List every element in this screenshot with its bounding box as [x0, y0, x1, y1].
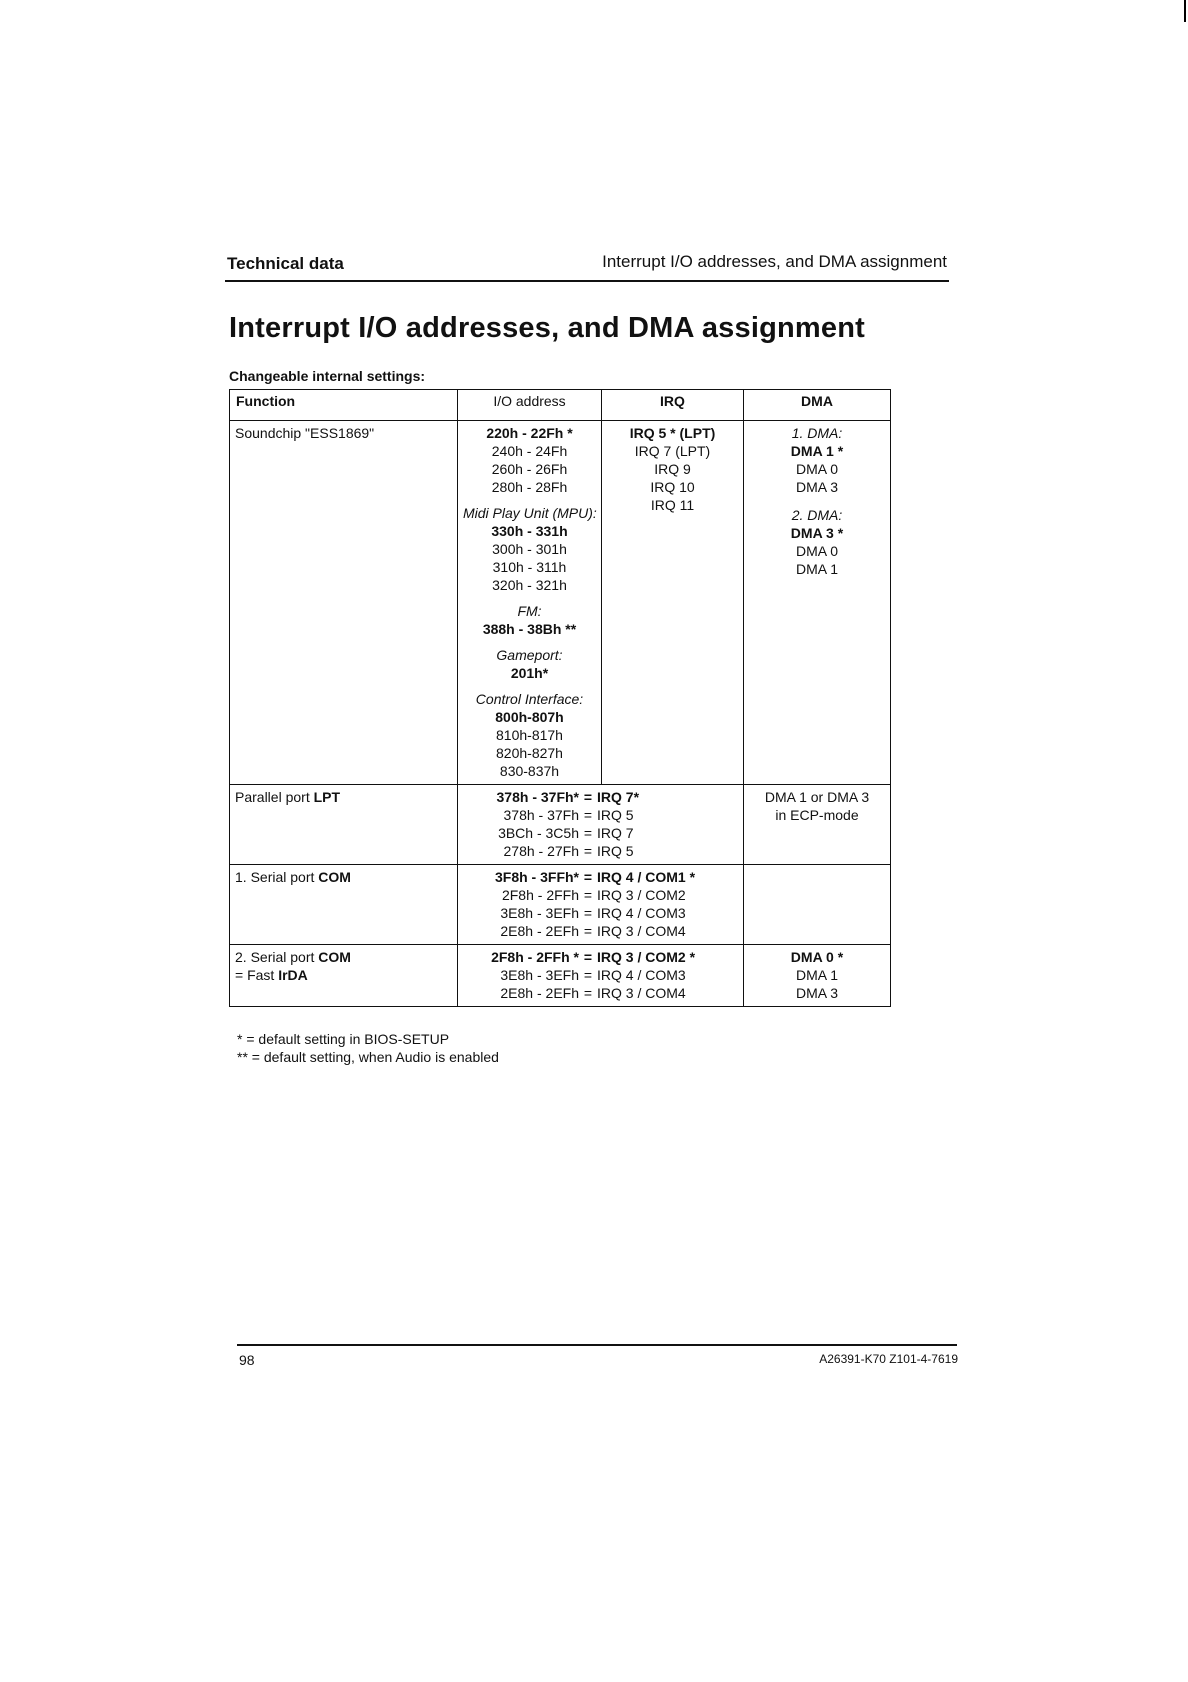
group-label: Midi Play Unit (MPU): — [463, 505, 597, 521]
dma-value: DMA 0 — [795, 543, 838, 559]
function-label: Parallel port — [235, 789, 314, 805]
io-irq-pair — [463, 788, 738, 806]
io-address-value: 260h - 26Fh — [491, 461, 568, 477]
dma-value: DMA 0 — [795, 461, 838, 477]
equals-sign: = — [583, 967, 593, 983]
io-irq-pair — [463, 842, 738, 860]
irq-value: IRQ 7 (LPT) — [634, 443, 711, 459]
io-address-value: 3BCh - 3C5h — [498, 825, 579, 841]
function-label: 2. Serial port — [235, 949, 319, 965]
irq-value: IRQ 3 / COM4 — [597, 923, 686, 939]
io-irq-pair — [463, 904, 738, 922]
cell-io-soundchip — [458, 421, 602, 785]
footnote-default-bios: * = default setting in BIOS-SETUP — [237, 1031, 450, 1047]
equals-sign: = — [583, 905, 593, 921]
dma-value: DMA 1 — [795, 967, 838, 983]
dma-value: DMA 3 * — [790, 525, 844, 541]
row-serial-com2-irda — [230, 945, 891, 1007]
row-soundchip — [230, 421, 891, 785]
cell-function-soundchip — [230, 421, 458, 785]
equals-sign: = — [583, 807, 593, 823]
row-parallel-lpt — [230, 785, 891, 865]
header-dma: DMA — [744, 390, 891, 421]
io-address-value: 2F8h - 2FFh * — [491, 949, 579, 965]
io-address-value: 320h - 321h — [492, 577, 567, 593]
value-group — [463, 504, 596, 594]
document-code: A26391-K70 Z101-4-7619 — [819, 1352, 958, 1366]
io-irq-pair — [463, 824, 738, 842]
equals-sign: = — [583, 949, 593, 965]
cell-irq-soundchip — [602, 421, 744, 785]
equals-sign: = — [583, 789, 593, 805]
dma-value: DMA 0 * — [790, 949, 844, 965]
irq-value: IRQ 5 * (LPT) — [629, 425, 716, 441]
io-address-value: 388h - 38Bh ** — [482, 621, 577, 637]
io-address-value: 2E8h - 2EFh — [500, 985, 579, 1001]
group-label: 1. DMA: — [791, 425, 843, 441]
function-label-bold: COM — [318, 869, 351, 885]
irq-value: IRQ 3 / COM2 * — [597, 949, 696, 965]
footnote-default-audio: ** = default setting, when Audio is enabled — [237, 1049, 499, 1065]
function-label-bold: COM — [318, 949, 351, 965]
irq-value: IRQ 11 — [650, 497, 695, 513]
io-irq-pair — [463, 806, 738, 824]
io-address-value: 820h-827h — [496, 745, 563, 761]
io-irq-pair — [463, 868, 738, 886]
value-group — [463, 424, 596, 496]
group-label: FM: — [517, 603, 542, 619]
cell-function-com1 — [230, 865, 458, 945]
group-label: Gameport: — [496, 647, 563, 663]
io-address-value: 310h - 311h — [492, 559, 567, 575]
io-address-value: 378h - 37Fh — [503, 807, 579, 823]
resource-table — [229, 389, 891, 1007]
cell-io-irq-com1 — [458, 865, 744, 945]
group-label: Control Interface: — [475, 691, 584, 707]
table-caption: Changeable internal settings: — [229, 368, 426, 384]
irq-value: IRQ 7* — [597, 789, 640, 805]
cell-io-irq-com2 — [458, 945, 744, 1007]
function-label: Soundchip "ESS1869" — [235, 425, 375, 441]
equals-sign: = — [583, 923, 593, 939]
io-address-value: 3E8h - 3EFh — [500, 967, 579, 983]
header-running-title: Interrupt I/O addresses, and DMA assignment — [602, 252, 947, 271]
irq-value: IRQ 5 — [597, 807, 634, 823]
dma-value: DMA 1 or DMA 3 — [764, 789, 870, 805]
cell-dma-lpt — [744, 785, 891, 865]
page-number: 98 — [239, 1352, 255, 1368]
irq-value: IRQ 5 — [597, 843, 634, 859]
io-address-value: 800h-807h — [495, 709, 564, 725]
cell-function-com2 — [230, 945, 458, 1007]
cell-dma-com2 — [744, 945, 891, 1007]
table-header-row — [230, 390, 891, 421]
io-address-value: 2E8h - 2EFh — [500, 923, 579, 939]
io-address-value: 300h - 301h — [492, 541, 567, 557]
dma-value: DMA 1 — [795, 561, 838, 577]
running-header — [225, 250, 949, 282]
dma-value: DMA 3 — [795, 479, 838, 495]
function-label-2: = Fast — [235, 967, 279, 983]
row-serial-com1 — [230, 865, 891, 945]
io-irq-pair — [463, 984, 738, 1002]
footer-rule — [237, 1344, 957, 1346]
dma-value: in ECP-mode — [775, 807, 859, 823]
header-function: Function — [230, 390, 458, 421]
io-irq-pair — [463, 966, 738, 984]
value-group — [749, 506, 885, 578]
function-label-bold: LPT — [313, 789, 341, 805]
irq-value: IRQ 10 — [650, 479, 695, 495]
irq-value: IRQ 7 — [597, 825, 634, 841]
equals-sign: = — [583, 825, 593, 841]
irq-value: IRQ 3 / COM2 — [597, 887, 686, 903]
io-address-value: 278h - 27Fh — [503, 843, 579, 859]
irq-value: IRQ 9 — [654, 461, 691, 477]
cell-dma-soundchip — [744, 421, 891, 785]
io-irq-pair — [463, 886, 738, 904]
value-group — [749, 424, 885, 496]
value-group — [463, 602, 596, 638]
io-address-value: 3E8h - 3EFh — [500, 905, 579, 921]
irq-value: IRQ 4 / COM1 * — [597, 869, 696, 885]
io-irq-pair — [463, 922, 738, 940]
group-label: 2. DMA: — [791, 507, 843, 523]
value-group — [463, 646, 596, 682]
io-address-value: 240h - 24Fh — [491, 443, 568, 459]
footnotes — [237, 1030, 499, 1066]
io-address-value: 220h - 22Fh * — [486, 425, 573, 441]
dma-value: DMA 1 * — [790, 443, 844, 459]
io-address-value: 2F8h - 2FFh — [501, 887, 579, 903]
cell-function-lpt — [230, 785, 458, 865]
irq-value: IRQ 4 / COM3 — [597, 967, 686, 983]
io-address-value: 280h - 28Fh — [491, 479, 568, 495]
dma-value: DMA 3 — [795, 985, 838, 1001]
header-section-name: Technical data — [227, 254, 344, 273]
scan-edge-mark — [1184, 0, 1186, 22]
irq-value: IRQ 4 / COM3 — [597, 905, 686, 921]
page-title: Interrupt I/O addresses, and DMA assignment — [229, 312, 865, 344]
function-label: 1. Serial port — [235, 869, 319, 885]
io-irq-pair — [463, 948, 738, 966]
cell-dma-com1 — [744, 865, 891, 945]
io-address-value: 830-837h — [499, 763, 560, 779]
header-irq: IRQ — [602, 390, 744, 421]
value-group — [463, 690, 596, 780]
equals-sign: = — [583, 869, 593, 885]
function-label-2-bold: IrDA — [278, 967, 308, 983]
io-address-value: 810h-817h — [496, 727, 563, 743]
equals-sign: = — [583, 843, 593, 859]
equals-sign: = — [583, 887, 593, 903]
irq-value: IRQ 3 / COM4 — [597, 985, 686, 1001]
header-io-address: I/O address — [458, 390, 602, 421]
io-address-value: 201h* — [510, 665, 549, 681]
io-address-value: 3F8h - 3FFh* — [494, 869, 579, 885]
cell-io-irq-lpt — [458, 785, 744, 865]
equals-sign: = — [583, 985, 593, 1001]
io-address-value: 378h - 37Fh* — [496, 789, 579, 805]
io-address-value: 330h - 331h — [491, 523, 568, 539]
